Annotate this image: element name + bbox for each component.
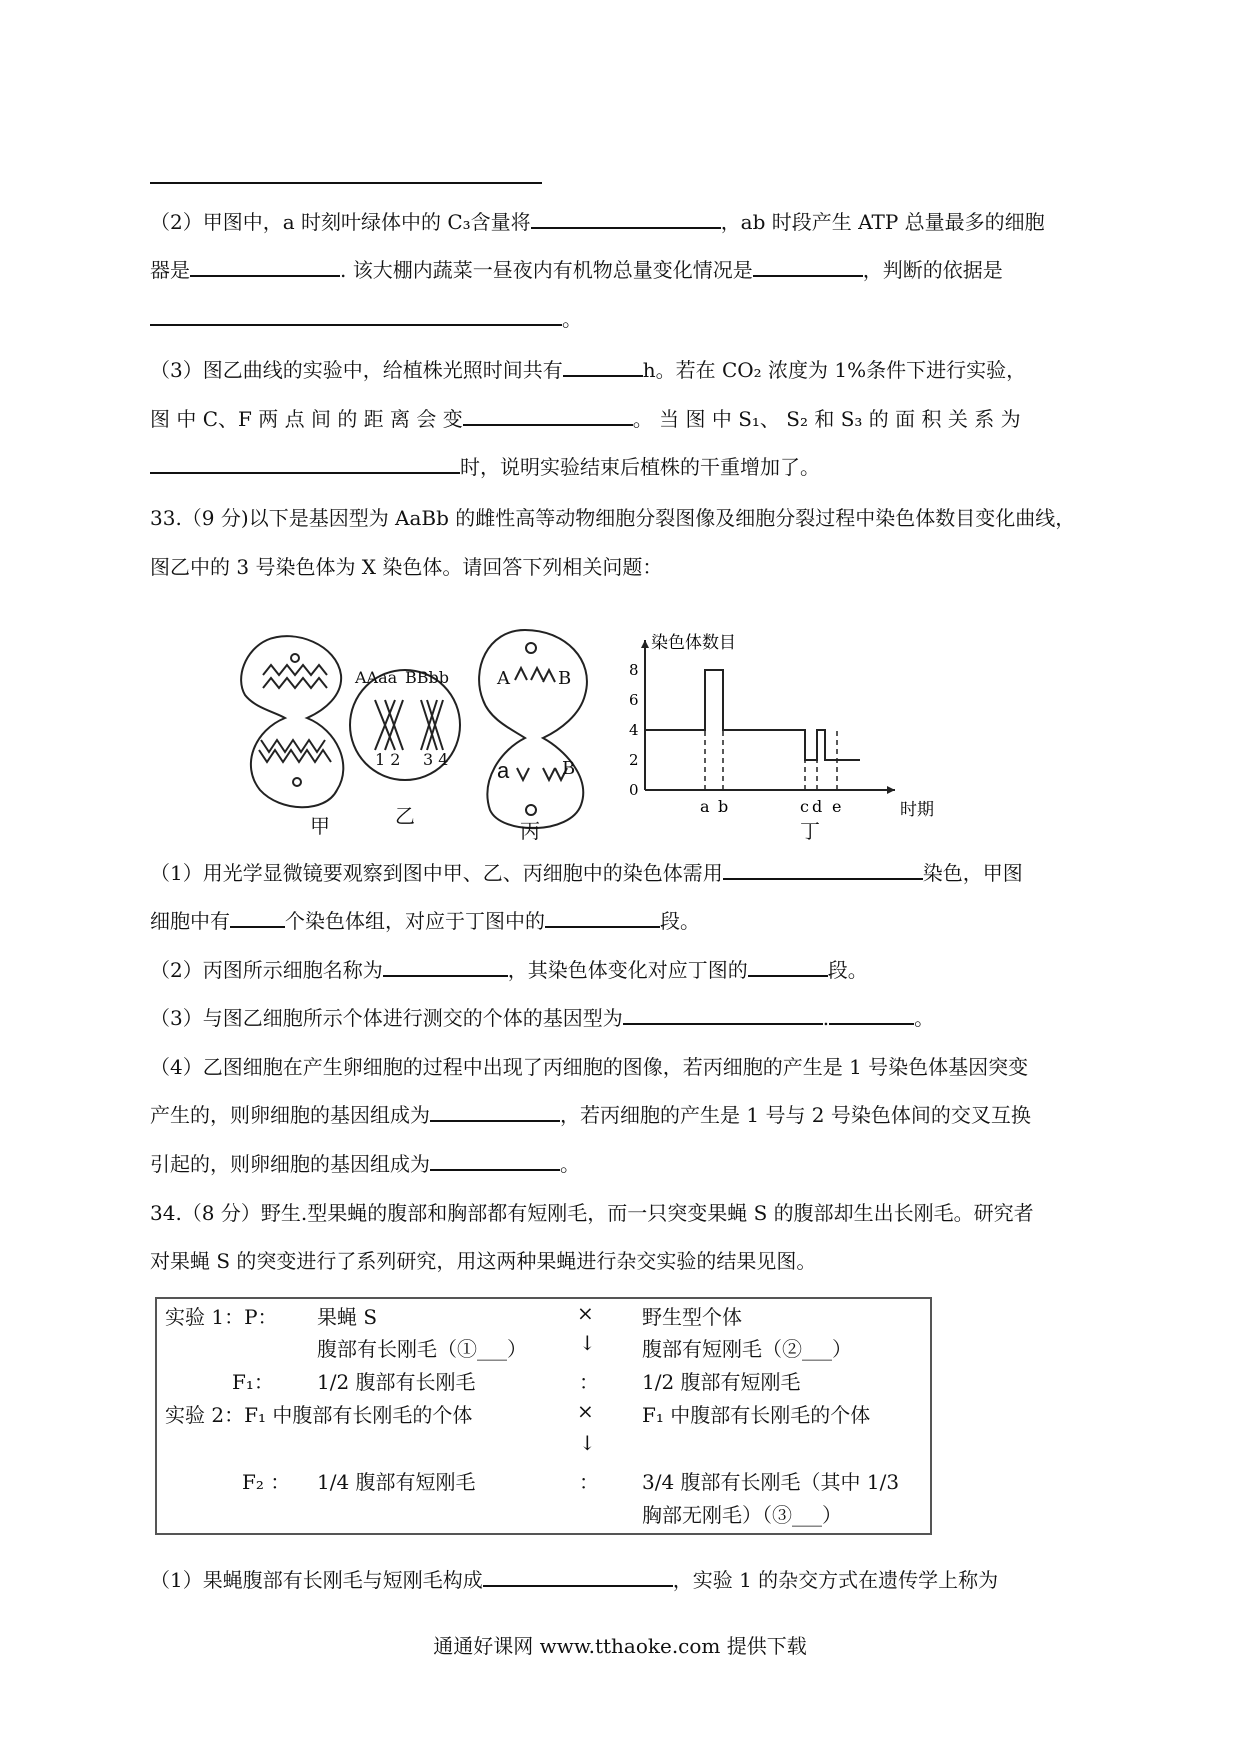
bing-gene-B-top: B [558, 668, 572, 689]
answer-blank[interactable] [531, 209, 721, 229]
answer-blank[interactable] [383, 957, 508, 977]
yi-chromosome-numbers-right: 3 4 [423, 750, 449, 769]
bing-gene-a: a [497, 758, 510, 783]
question-33-1-line-2: 细胞中有 个染色体组，对应于丁图中的 段。 [150, 909, 700, 933]
f2-long: 3/4 腹部有长刚毛（其中 1/3 [642, 1470, 900, 1494]
question-3-line-3: 时，说明实验结束后植株的干重增加了。 [150, 452, 1100, 482]
f1-label: F₁： [232, 1370, 274, 1394]
exp2-partner: F₁ 中腹部有长刚毛的个体 [642, 1403, 871, 1427]
chart-y-label: 染色体数目 [651, 633, 736, 653]
question-33-4-line-3: 引起的，则卵细胞的基因组成为 。 [150, 1152, 580, 1176]
answer-blank[interactable] [230, 908, 285, 928]
centrosome-jia-top [291, 654, 299, 662]
exp1-short-bristle: 腹部有短刚毛（②___） [642, 1337, 852, 1361]
answer-blank[interactable] [563, 357, 643, 377]
chromosomes-jia-bottom-2 [261, 740, 325, 752]
answer-blank[interactable] [463, 406, 633, 426]
chromosome-number-chart [629, 633, 934, 820]
question-34-line-1: 34.（8 分）野生.型果蝇的腹部和胸部都有短刚毛，而一只突变果蝇 S 的腹部却生出长刚毛。研究者 [150, 1201, 1034, 1225]
answer-blank[interactable] [748, 957, 828, 977]
question-34-line-2: 对果蝇 S 的突变进行了系列研究，用这两种果蝇进行杂交实验的结果见图。 [150, 1249, 817, 1273]
chromosomes-bing-top [515, 668, 555, 682]
chart-x-label: 时期 [900, 800, 934, 820]
answer-blank[interactable] [545, 908, 660, 928]
answer-blank-rule [150, 182, 542, 184]
chart-y-arrow [641, 640, 649, 648]
f1-short: 1/2 腹部有短刚毛 [642, 1370, 801, 1394]
exp1-wild-type: 野生型个体 [642, 1305, 742, 1329]
chart-series-line [645, 670, 860, 760]
chart-x-arrow [887, 786, 895, 794]
cell-bing-outline [479, 630, 587, 828]
question-33-4-line-1: （4）乙图细胞在产生卵细胞的过程中出现了丙细胞的图像，若丙细胞的产生是 1 号染色体基因突变 [150, 1055, 1029, 1079]
question-2-line-2: 器是 . 该大棚内蔬菜一昼夜内有机物总量变化情况是 ，判断的依据是 [150, 258, 1003, 282]
answer-blank[interactable] [150, 306, 562, 326]
ratio-colon: ： [579, 1470, 599, 1494]
bing-gene-A: A [497, 668, 510, 689]
answer-blank[interactable] [150, 454, 460, 474]
caption-jia: 甲 [310, 814, 330, 838]
cross-symbol: × [577, 1399, 594, 1423]
chart-y-tick-label: 2 [629, 751, 639, 769]
f2-label: F₂ ： [242, 1470, 291, 1494]
question-33-3: （3）与图乙细胞所示个体进行测交的个体的基因型为 . 。 [150, 1006, 935, 1030]
f1-long: 1/2 腹部有长刚毛 [317, 1370, 476, 1394]
chart-x-tick-label: c [800, 797, 809, 816]
exp2-label: 实验 2：F₁ 中腹部有长刚毛的个体 [165, 1403, 473, 1427]
chromosomes-yi-left [375, 700, 403, 750]
chart-y-tick-label: 8 [629, 661, 639, 679]
answer-blank[interactable] [430, 1102, 560, 1122]
yi-chromosome-numbers-left: 1 2 [375, 750, 401, 769]
caption-bing: 丙 [520, 819, 540, 843]
answer-blank[interactable] [190, 257, 340, 277]
question-3-line-1: （3）图乙曲线的实验中，给植株光照时间共有 h。若在 CO₂ 浓度为 1%条件下进行实验， [150, 358, 1027, 382]
chromosomes-bing-bottom [517, 768, 567, 780]
experiment-table [155, 1297, 932, 1535]
answer-blank[interactable] [623, 1005, 823, 1025]
chart-x-tick-label: a [700, 797, 710, 816]
answer-blank[interactable] [753, 257, 863, 277]
chart-y-tick-label: 4 [629, 721, 639, 739]
chart-x-tick-label: e [832, 797, 842, 816]
question-33-4-line-2: 产生的，则卵细胞的基因组成为 ，若丙细胞的产生是 1 号与 2 号染色体间的交叉互换 [150, 1103, 1031, 1127]
question-33-line-1: 33.（9 分)以下是基因型为 AaBb 的雌性高等动物细胞分裂图像及细胞分裂过程中染色体数目变化曲线， [150, 506, 1076, 530]
centrosome-jia-bottom [293, 778, 301, 786]
exp1-fly-s: 果蝇 S [317, 1305, 378, 1329]
yi-gene-label-right: BBbb [405, 668, 449, 687]
chart-x-tick-label: b [718, 797, 729, 816]
f2-no-bristle: 胸部无刚毛）（③___） [642, 1503, 842, 1527]
exp1-long-bristle: 腹部有长刚毛（①___） [317, 1337, 527, 1361]
cell-division-diagrams [225, 600, 1025, 840]
answer-blank[interactable] [829, 1005, 914, 1025]
centrosome-bing-top [526, 643, 536, 653]
question-33-1-line-1: （1）用光学显微镜要观察到图中甲、乙、丙细胞中的染色体需用 染色，甲图 [150, 861, 1023, 885]
footer-source: 通通好课网 www.tthaoke.com 提供下载 [433, 1634, 807, 1658]
exp1-p-label: 实验 1：P： [165, 1305, 278, 1329]
arrow-down: ↓ [579, 1431, 596, 1455]
question-34-1: （1）果蝇腹部有长刚毛与短刚毛构成 ，实验 1 的杂交方式在遗传学上称为 [150, 1568, 999, 1592]
yi-gene-label-left: AAaa [355, 668, 398, 687]
question-2-line-1: （2）甲图中，a 时刻叶绿体中的 C₃含量将 ，ab 时段产生 ATP 总量最多的细胞 [150, 210, 1045, 234]
question-33-2: （2）丙图所示细胞名称为 ，其染色体变化对应丁图的 段。 [150, 958, 868, 982]
chart-y-tick-label: 6 [629, 691, 639, 709]
answer-blank[interactable] [430, 1151, 560, 1171]
arrow-down: ↓ [579, 1331, 596, 1355]
question-2-line-3: 。 [150, 304, 1100, 334]
ratio-colon: ： [579, 1370, 599, 1394]
caption-yi: 乙 [395, 804, 415, 828]
chromosomes-jia-top-2 [263, 678, 327, 688]
caption-ding: 丁 [800, 819, 820, 843]
chart-x-tick-label: d [812, 797, 823, 816]
chromosomes-jia-top [263, 665, 327, 675]
chart-y-tick-label: 0 [629, 781, 639, 799]
bing-gene-B-bottom: B [562, 758, 576, 779]
question-3-line-2: 图 中 C、F 两 点 间 的 距 离 会 变 。 当 图 中 S₁、 S₂ 和 S₃ 的 面 积 关 系 为 [150, 407, 1021, 431]
cross-symbol: × [577, 1301, 594, 1325]
question-33-line-2: 图乙中的 3 号染色体为 X 染色体。请回答下列相关问题： [150, 555, 663, 579]
centrosome-bing-bottom [526, 805, 536, 815]
answer-blank[interactable] [483, 1567, 673, 1587]
f2-short: 1/4 腹部有短刚毛 [317, 1470, 476, 1494]
chromosomes-yi-right [421, 700, 443, 750]
answer-blank[interactable] [723, 860, 923, 880]
cell-division-figure [225, 600, 1025, 843]
